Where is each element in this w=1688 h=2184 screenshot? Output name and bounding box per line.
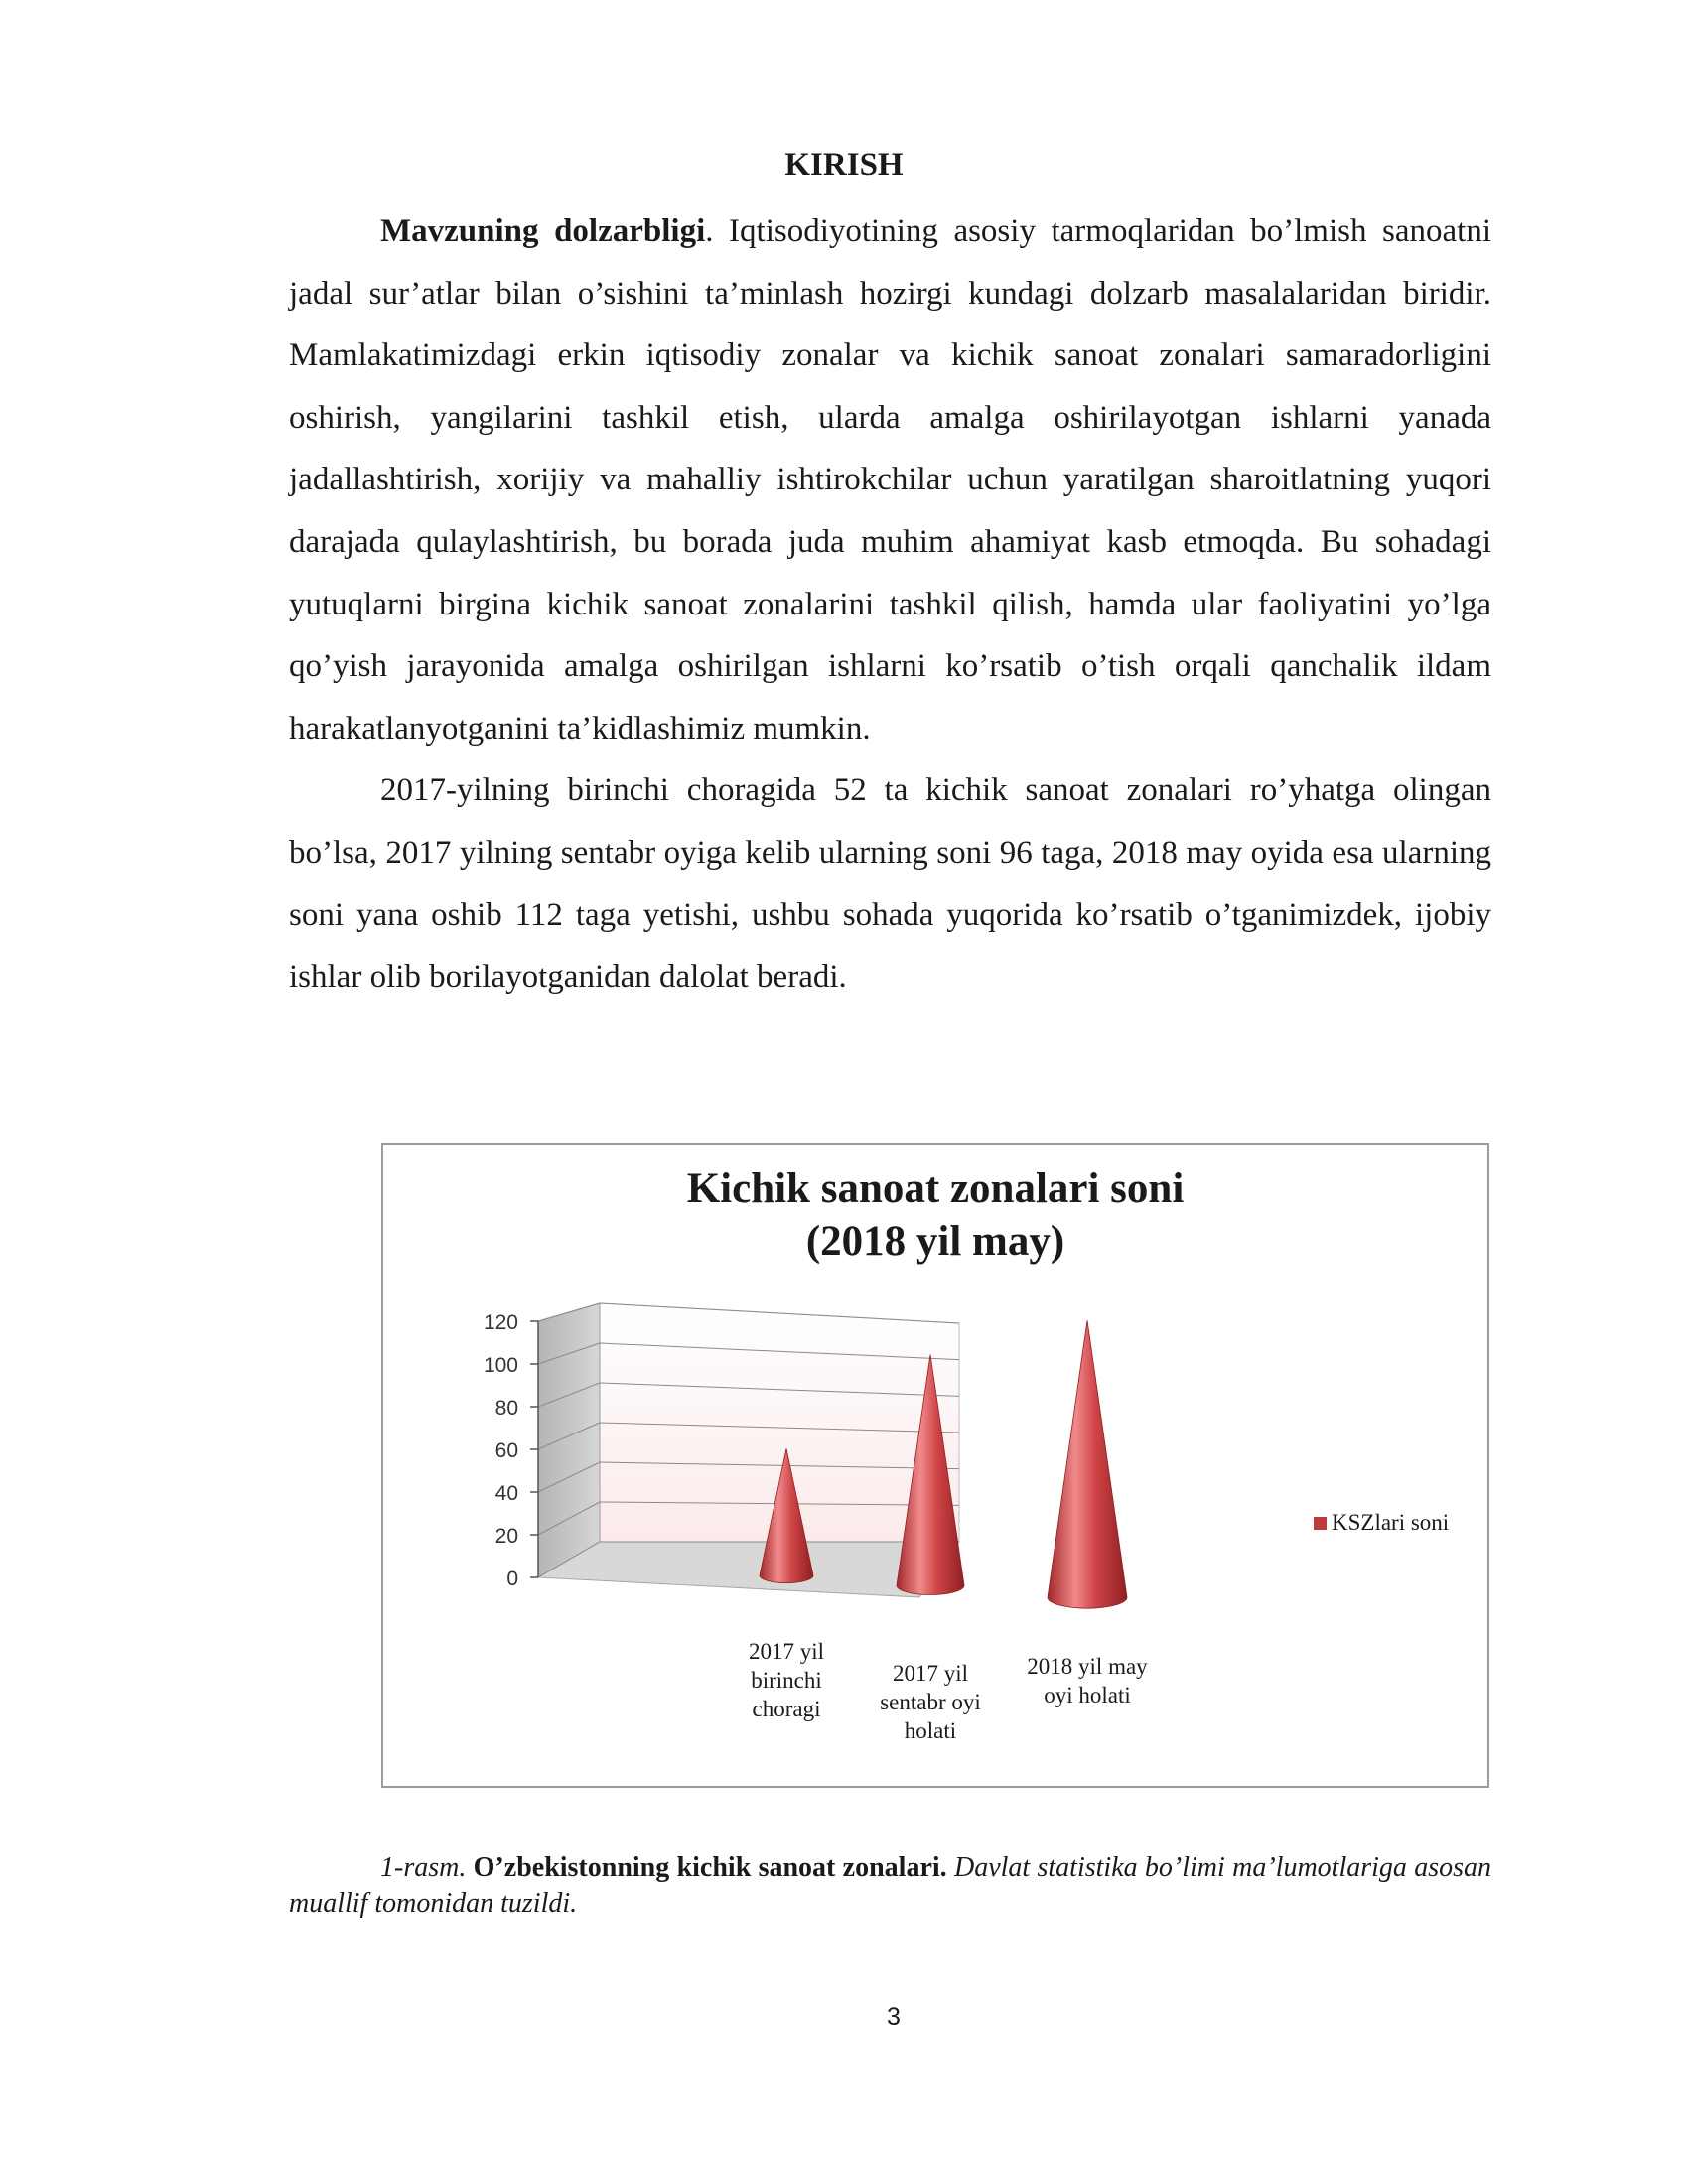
plot-area bbox=[484, 1303, 1148, 1743]
y-tick-label: 80 bbox=[494, 1397, 518, 1420]
x-category-label: 2018 yil may bbox=[1027, 1654, 1148, 1679]
chart-frame bbox=[381, 1143, 1489, 1788]
y-tick-label: 40 bbox=[494, 1482, 518, 1505]
chart-title-line-1: Kichik sanoat zonalari soni bbox=[686, 1165, 1185, 1212]
legend-swatch bbox=[1314, 1517, 1327, 1530]
paragraph-lead: Mavzuning dolzarbligi bbox=[380, 213, 706, 249]
body-text bbox=[289, 201, 1491, 1009]
legend-label: KSZlari soni bbox=[1332, 1510, 1450, 1535]
paragraph-text: 2017-yilning birinchi choragida 52 ta kichik sanoat zonalari ro’yhatga olingan bo’lsa, 2017 yilning sentabr oyiga kelib ularning soni 96 taga, 2018 may oyida esa ularning soni yana oshib 112 taga yetishi, ushbu sohada yuqorida ko’rsatib o’tganimizdek, ijobiy ishlar olib borilayotganidan dalolat beradi. bbox=[289, 772, 1491, 996]
x-category-label: oyi holati bbox=[1044, 1683, 1131, 1707]
cone-chart bbox=[383, 1145, 1487, 1786]
x-category-label: sentabr oyi bbox=[880, 1690, 981, 1714]
paragraph-text: . Iqtisodiyotining asosiy tarmoqlaridan bo’lmish sanoatni jadal sur’atlar bilan o’sishini ta’minlash hozirgi kundagi dolzarb masalalaridan biridir. Mamlakatimizdagi erkin iqtisodiy zonalar va kichik sanoat zonalari samaradorligini oshirish, yangilarini tashkil etish, ularda amalga oshirilayotgan ishlarni yanada jadallashtirish, xorijiy va mahalliy ishtirokchilar uchun yaratilgan sharoitlatning yuqori darajada qulaylashtirish, bu borada juda muhim ahamiyat kasb etmoqda. Bu sohadagi yutuqlarni birgina kichik sanoat zonalarini tashkil qilish, hamda ular faoliyatini yo’lga qo’yish jarayonida amalga oshirilgan ishlarni ko’rsatib o’tish orqali qanchalik ildam harakatlanyotganini ta’kidlashimiz mumkin. bbox=[289, 213, 1491, 747]
side-wall bbox=[538, 1303, 600, 1577]
page-heading: KIRISH bbox=[784, 147, 904, 183]
cone-bar bbox=[1048, 1320, 1127, 1608]
y-tick-label: 120 bbox=[483, 1311, 518, 1334]
x-category-label: choragi bbox=[752, 1697, 821, 1721]
y-tick-label: 60 bbox=[494, 1439, 518, 1462]
x-category-label: holati bbox=[904, 1718, 957, 1743]
x-category-label: birinchi bbox=[751, 1668, 822, 1693]
caption-source: Davlat statistika bo’limi ma’lumotlariga asosan muallif tomonidan tuzildi. bbox=[289, 1852, 1491, 1919]
y-tick-label: 0 bbox=[506, 1568, 518, 1590]
x-category-label: 2017 yil bbox=[892, 1661, 969, 1686]
figure-caption bbox=[289, 1850, 1491, 1922]
paragraph-relevance bbox=[289, 201, 1491, 759]
y-tick-label: 100 bbox=[483, 1354, 518, 1377]
caption-number: 1-rasm. bbox=[380, 1852, 467, 1883]
y-tick-label: 20 bbox=[494, 1525, 518, 1548]
x-category-label: 2017 yil bbox=[748, 1639, 825, 1664]
page-number: 3 bbox=[887, 2003, 901, 2031]
chart-title-line-2: (2018 yil may) bbox=[805, 1218, 1065, 1265]
caption-title: O’zbekistonning kichik sanoat zonalari. bbox=[473, 1852, 947, 1883]
floor bbox=[538, 1542, 959, 1597]
paragraph-statistics bbox=[289, 759, 1491, 1008]
